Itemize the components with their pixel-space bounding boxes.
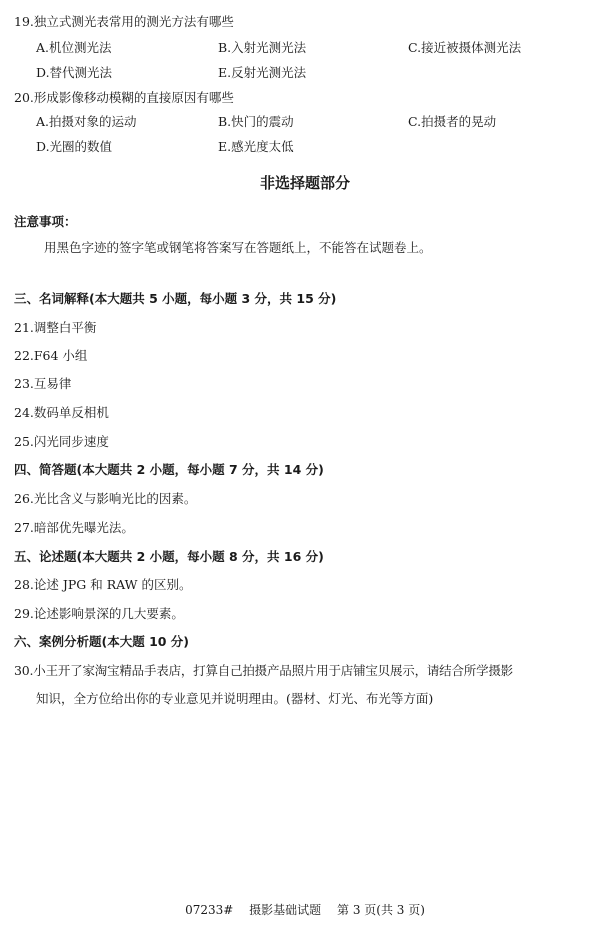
- section-5-heading: 五、论述题(本大题共 2 小题，每小题 8 分，共 16 分): [14, 549, 324, 564]
- question-20-stem: 20.形成影像移动模糊的直接原因有哪些: [14, 90, 234, 105]
- question-19-option-b: B.入射光测光法: [218, 40, 307, 55]
- question-19-option-a: A.机位测光法: [36, 40, 112, 55]
- question-23: 23.互易律: [14, 376, 72, 391]
- question-26: 26.光比含义与影响光比的因素。: [14, 491, 197, 506]
- question-30-line-2: 知识，全方位给出你的专业意见并说明理由。(器材、灯光、布光等方面): [36, 691, 434, 706]
- notice-text: 用黑色字迹的签字笔或钢笔将答案写在答题纸上，不能答在试题卷上。: [44, 240, 432, 255]
- section-4-heading: 四、简答题(本大题共 2 小题，每小题 7 分，共 14 分): [14, 462, 324, 477]
- footer-page-number: 第 3 页(共 3 页): [337, 903, 425, 917]
- question-19-stem: 19.独立式测光表常用的测光方法有哪些: [14, 14, 234, 29]
- question-24: 24.数码单反相机: [14, 405, 109, 420]
- part-title: 非选择题部分: [259, 174, 350, 192]
- question-28: 28.论述 JPG 和 RAW 的区别。: [14, 577, 192, 592]
- question-19-option-d: D.替代测光法: [36, 65, 113, 80]
- question-30-line-1: 30.小王开了家淘宝精品手表店，打算自己拍摄产品照片用于店铺宝贝展示，请结合所学摄影: [14, 663, 513, 678]
- question-22: 22.F64 小组: [14, 348, 88, 363]
- page-footer: [0, 901, 610, 918]
- question-20-option-b: B.快门的震动: [218, 114, 294, 129]
- question-19-option-e: E.反射光测光法: [218, 65, 307, 80]
- question-19-option-c: C.接近被摄体测光法: [408, 40, 522, 55]
- footer-code: 07233#: [185, 903, 234, 917]
- question-21: 21.调整白平衡: [14, 320, 97, 335]
- section-3-heading: 三、名词解释(本大题共 5 小题，每小题 3 分，共 15 分): [14, 291, 337, 306]
- question-20-option-e: E.感光度太低: [218, 139, 294, 154]
- question-29: 29.论述影响景深的几大要素。: [14, 606, 184, 621]
- question-20-option-d: D.光圈的数值: [36, 139, 113, 154]
- section-6-heading: 六、案例分析题(本大题 10 分): [14, 634, 190, 649]
- question-27: 27.暗部优先曝光法。: [14, 520, 134, 535]
- footer-title: 摄影基础试题: [249, 903, 322, 917]
- question-20-option-c: C.拍摄者的晃动: [408, 114, 497, 129]
- question-25: 25.闪光同步速度: [14, 434, 109, 449]
- question-20-option-a: A.拍摄对象的运动: [36, 114, 137, 129]
- notice-heading: 注意事项：: [14, 214, 77, 229]
